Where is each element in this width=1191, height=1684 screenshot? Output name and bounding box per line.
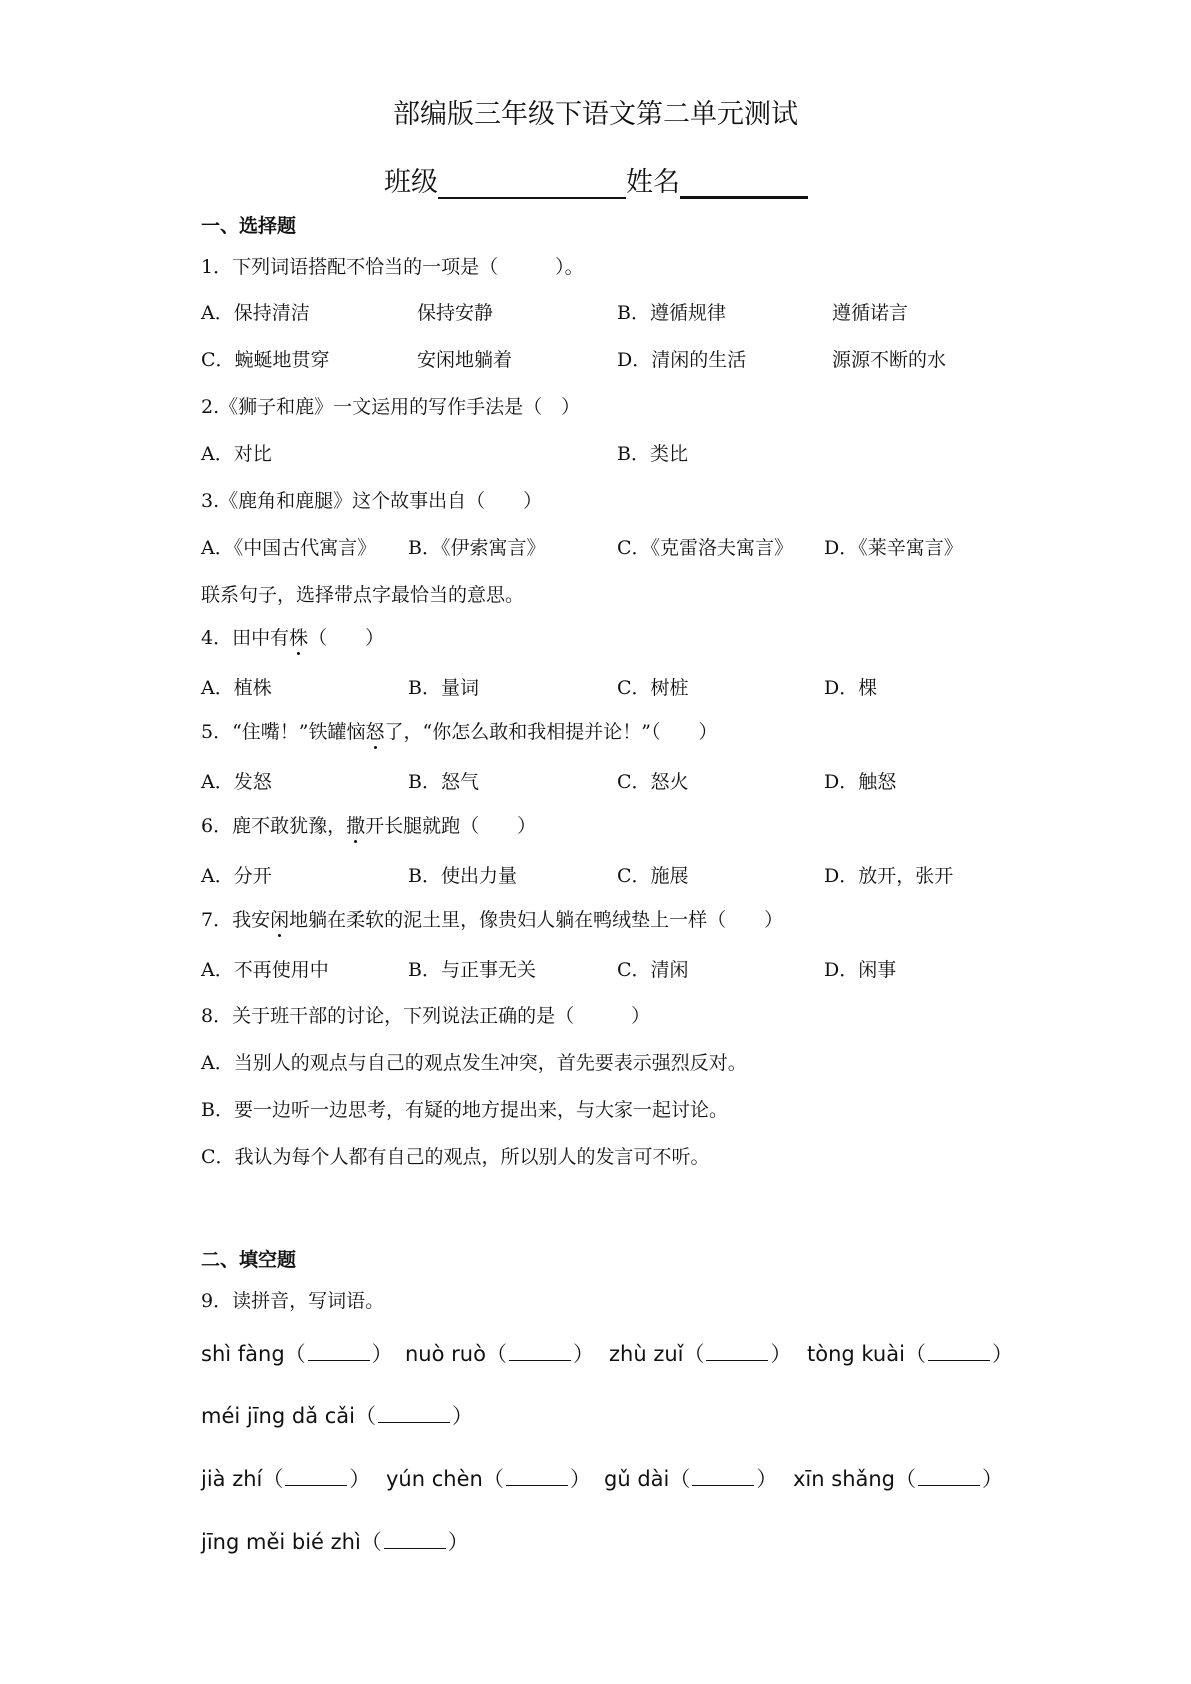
name-label: 姓名 (626, 167, 680, 198)
q6-option-c[interactable]: C．施展 (617, 865, 689, 887)
question-9: 9．读拼音，写词语。 (201, 1290, 385, 1312)
pinyin-item: jīng měi bié zhì（ ） (201, 1530, 469, 1554)
q1-option-b-2: 遵循诺言 (832, 302, 909, 324)
pinyin-item: méi jīng dǎ cǎi（ ） (201, 1404, 473, 1428)
q1-option-b[interactable]: B．遵循规律 (617, 302, 726, 324)
class-label: 班级 (384, 167, 438, 198)
q5-option-c[interactable]: C．怒火 (617, 771, 689, 793)
pinyin-item: zhù zuǐ（ ） (609, 1342, 792, 1366)
student-info-line (384, 160, 808, 199)
instruction-text: 联系句子，选择带点字最恰当的意思。 (201, 584, 525, 606)
q8-option-c[interactable]: C．我认为每个人都有自己的观点，所以别人的发言可不听。 (201, 1146, 710, 1168)
q5-option-a[interactable]: A．发怒 (201, 771, 272, 793)
name-blank[interactable] (680, 172, 808, 199)
class-blank[interactable] (438, 173, 626, 199)
q6-option-b[interactable]: B．使出力量 (408, 865, 517, 887)
question-8: 8．关于班干部的讨论，下列说法正确的是（ ） (201, 1005, 651, 1027)
answer-blank[interactable] (928, 1340, 990, 1361)
pinyin-item: nuò ruò（ ） (405, 1342, 594, 1366)
q7-option-b[interactable]: B．与正事无关 (408, 959, 536, 981)
question-1: 1．下列词语搭配不恰当的一项是（ ）。 (201, 256, 584, 278)
q4-option-a[interactable]: A．植株 (201, 677, 272, 699)
question-4: 4．田中有株（ ） (201, 627, 385, 649)
q1-option-c[interactable]: C．蜿蜒地贯穿 (201, 349, 330, 371)
answer-blank[interactable] (506, 1465, 568, 1486)
page-title: 部编版三年级下语文第二单元测试 (393, 99, 798, 130)
dotted-char: 闲 (270, 909, 290, 931)
dotted-char: 怒 (365, 721, 385, 743)
pinyin-item: gǔ dài（ ） (604, 1467, 778, 1491)
question-3: 3.《鹿角和鹿腿》这个故事出自（ ） (201, 490, 543, 512)
q5-option-b[interactable]: B．怒气 (408, 771, 479, 793)
q4-option-b[interactable]: B．量词 (408, 677, 479, 699)
q7-option-d[interactable]: D．闲事 (824, 959, 897, 981)
answer-blank[interactable] (918, 1465, 980, 1486)
answer-blank[interactable] (692, 1465, 754, 1486)
question-7: 7．我安闲地躺在柔软的泥土里，像贵妇人躺在鸭绒垫上一样（ ） (201, 909, 784, 931)
q4-option-d[interactable]: D．棵 (824, 677, 878, 699)
answer-blank[interactable] (378, 1402, 450, 1423)
q8-option-a[interactable]: A．当别人的观点与自己的观点发生冲突，首先要表示强烈反对。 (201, 1052, 747, 1074)
q7-option-a[interactable]: A．不再使用中 (201, 959, 329, 981)
answer-blank[interactable] (384, 1528, 446, 1549)
q1-option-d-2: 源源不断的水 (832, 349, 947, 371)
q3-option-b[interactable]: B．《伊索寓言》 (408, 537, 546, 559)
answer-blank[interactable] (285, 1465, 347, 1486)
pinyin-item: xīn shǎng（ ） (793, 1467, 1004, 1491)
q3-option-d[interactable]: D．《莱辛寓言》 (824, 537, 963, 559)
q1-option-d[interactable]: D．清闲的生活 (617, 349, 747, 371)
section-heading-choice: 一、选择题 (201, 215, 297, 237)
pinyin-item: shì fàng（ ） (201, 1342, 393, 1366)
q7-option-c[interactable]: C．清闲 (617, 959, 689, 981)
question-2: 2.《狮子和鹿》一文运用的写作手法是（ ） (201, 396, 581, 418)
q1-option-a[interactable]: A．保持清洁 (201, 302, 310, 324)
dotted-char: 株 (289, 627, 309, 649)
question-6: 6．鹿不敢犹豫，撒开长腿就跑（ ） (201, 815, 537, 837)
section-heading-fill: 二、填空题 (201, 1249, 297, 1271)
q3-option-c[interactable]: C．《克雷洛夫寓言》 (617, 537, 794, 559)
q6-option-d[interactable]: D．放开，张开 (824, 865, 954, 887)
q1-option-a-2: 保持安静 (417, 302, 494, 324)
answer-blank[interactable] (509, 1340, 571, 1361)
pinyin-item: tòng kuài（ ） (807, 1342, 1013, 1366)
answer-blank[interactable] (308, 1340, 370, 1361)
dotted-char: 撒 (346, 815, 366, 837)
q3-option-a[interactable]: A．《中国古代寓言》 (201, 537, 377, 559)
q2-option-b[interactable]: B．类比 (617, 443, 688, 465)
q6-option-a[interactable]: A．分开 (201, 865, 272, 887)
q8-option-b[interactable]: B．要一边听一边思考，有疑的地方提出来，与大家一起讨论。 (201, 1099, 728, 1121)
pinyin-item: yún chèn（ ） (386, 1467, 591, 1491)
pinyin-item: jià zhí（ ） (201, 1467, 371, 1491)
question-5: 5．“住嘴！”铁罐恼怒了，“你怎么敢和我相提并论！”（ ） (201, 721, 718, 743)
q1-option-c-2: 安闲地躺着 (417, 349, 513, 371)
q4-option-c[interactable]: C．树桩 (617, 677, 689, 699)
q2-option-a[interactable]: A．对比 (201, 443, 272, 465)
answer-blank[interactable] (706, 1340, 768, 1361)
q5-option-d[interactable]: D．触怒 (824, 771, 897, 793)
